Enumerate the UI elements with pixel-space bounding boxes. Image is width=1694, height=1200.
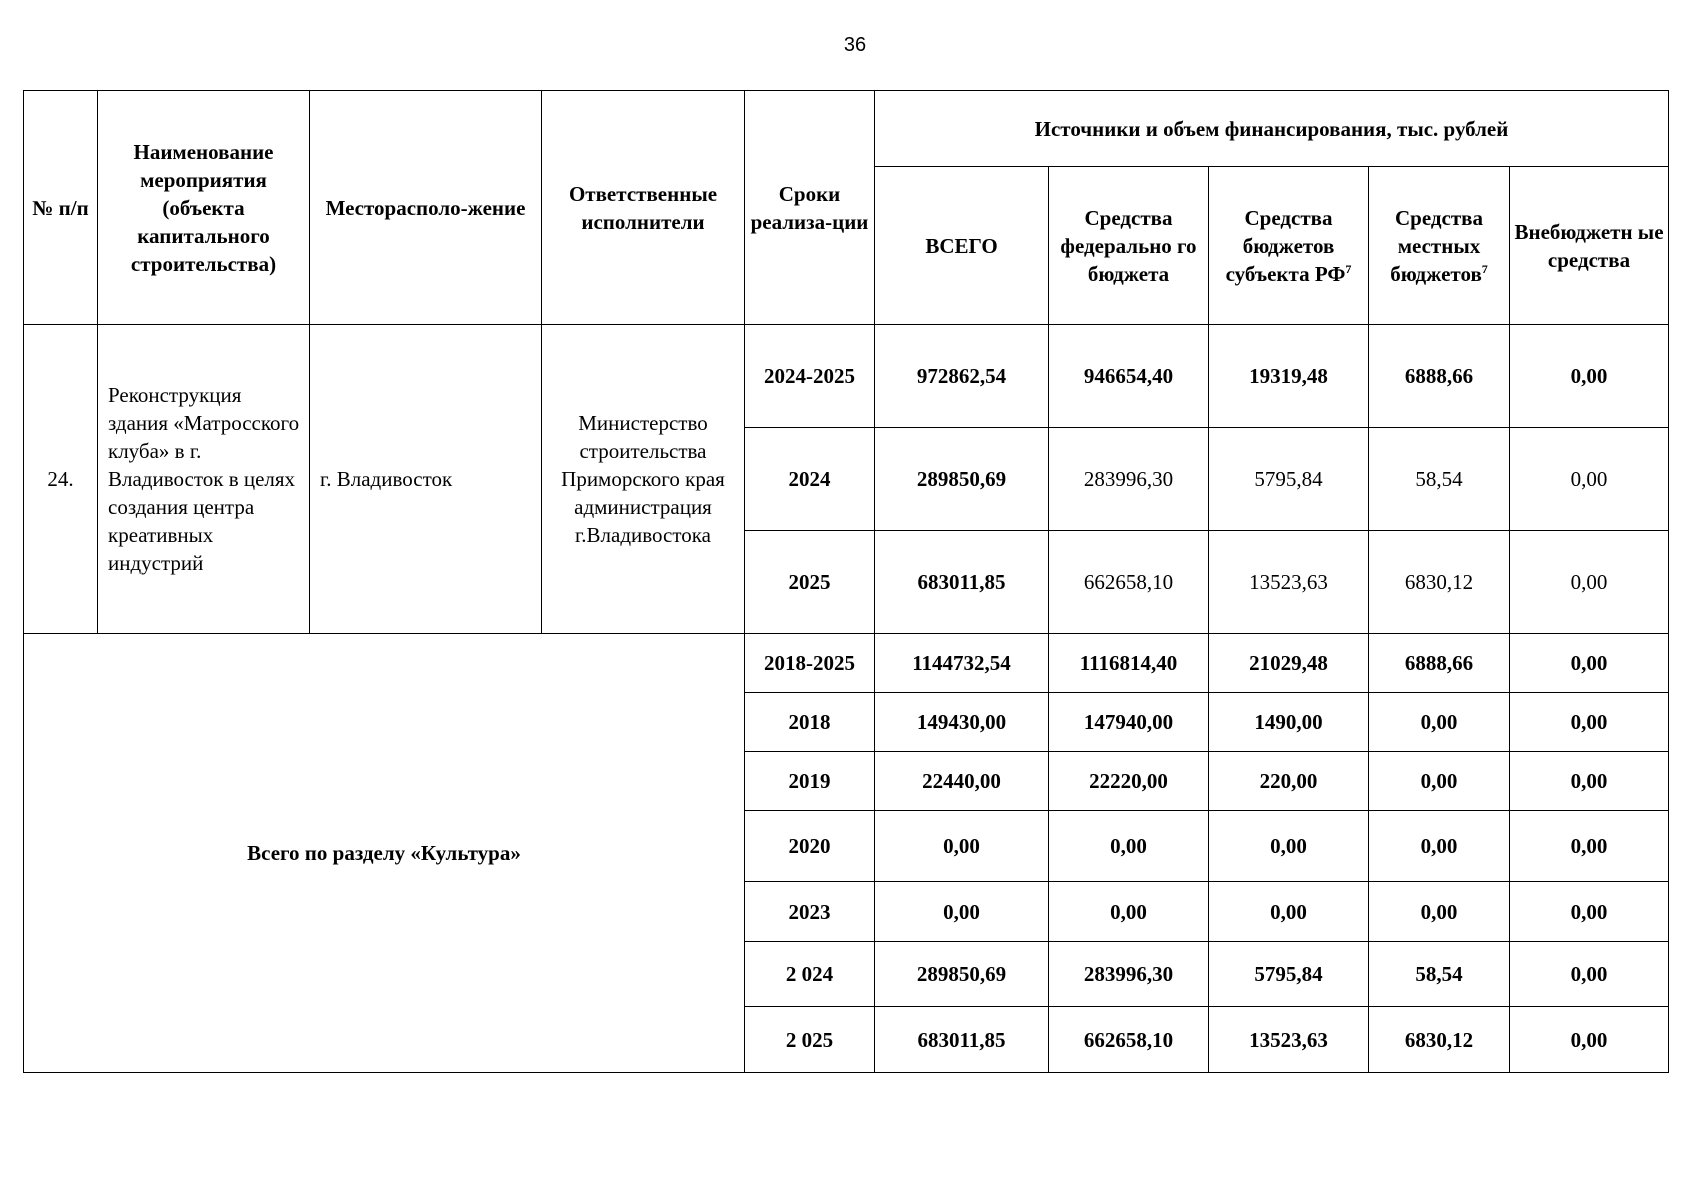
header-name: Наименование мероприятия (объекта капитального строительства) xyxy=(98,91,310,325)
cell-total: 683011,85 xyxy=(875,1007,1049,1073)
cell-total: 149430,00 xyxy=(875,693,1049,752)
header-responsible: Ответственные исполнители xyxy=(542,91,745,325)
footnote-mark: 7 xyxy=(1481,261,1488,276)
cell-local: 6830,12 xyxy=(1369,531,1510,634)
header-local-label: Средства местных бюджетов xyxy=(1390,205,1483,286)
cell-local: 0,00 xyxy=(1369,811,1510,882)
cell-regional: 13523,63 xyxy=(1209,1007,1369,1073)
cell-local: 58,54 xyxy=(1369,942,1510,1007)
item-location: г. Владивосток xyxy=(310,325,542,634)
cell-regional: 0,00 xyxy=(1209,882,1369,942)
cell-federal: 1116814,40 xyxy=(1049,634,1209,693)
header-funding-group: Источники и объем финансирования, тыс. рублей xyxy=(875,91,1669,167)
cell-regional: 1490,00 xyxy=(1209,693,1369,752)
header-total: ВСЕГО xyxy=(875,167,1049,325)
cell-extra: 0,00 xyxy=(1510,634,1669,693)
cell-total: 0,00 xyxy=(875,882,1049,942)
cell-local: 0,00 xyxy=(1369,752,1510,811)
header-location: Месторасполо-жение xyxy=(310,91,542,325)
header-extrabudget: Внебюджетн ые средства xyxy=(1510,167,1669,325)
cell-extra: 0,00 xyxy=(1510,942,1669,1007)
cell-extra: 0,00 xyxy=(1510,1007,1669,1073)
cell-extra: 0,00 xyxy=(1510,325,1669,428)
cell-local: 6888,66 xyxy=(1369,634,1510,693)
cell-total: 22440,00 xyxy=(875,752,1049,811)
cell-extra: 0,00 xyxy=(1510,531,1669,634)
cell-federal: 0,00 xyxy=(1049,882,1209,942)
item-num: 24. xyxy=(24,325,98,634)
cell-local: 6888,66 xyxy=(1369,325,1510,428)
cell-extra: 0,00 xyxy=(1510,693,1669,752)
header-local xyxy=(1369,167,1510,325)
cell-period: 2018-2025 xyxy=(745,634,875,693)
cell-federal: 662658,10 xyxy=(1049,531,1209,634)
header-num: № п/п xyxy=(24,91,98,325)
footnote-mark: 7 xyxy=(1345,261,1352,276)
cell-federal: 662658,10 xyxy=(1049,1007,1209,1073)
cell-federal: 283996,30 xyxy=(1049,428,1209,531)
header-period: Сроки реализа-ции xyxy=(745,91,875,325)
cell-period: 2020 xyxy=(745,811,875,882)
section-total-label: Всего по разделу «Культура» xyxy=(24,634,745,1073)
cell-period: 2018 xyxy=(745,693,875,752)
cell-federal: 22220,00 xyxy=(1049,752,1209,811)
cell-regional: 5795,84 xyxy=(1209,942,1369,1007)
table-row xyxy=(24,634,1669,693)
cell-extra: 0,00 xyxy=(1510,752,1669,811)
page-number: 36 xyxy=(843,34,867,56)
cell-federal: 946654,40 xyxy=(1049,325,1209,428)
cell-regional: 13523,63 xyxy=(1209,531,1369,634)
header-regional xyxy=(1209,167,1369,325)
cell-regional: 220,00 xyxy=(1209,752,1369,811)
cell-local: 0,00 xyxy=(1369,882,1510,942)
cell-extra: 0,00 xyxy=(1510,811,1669,882)
cell-total: 289850,69 xyxy=(875,428,1049,531)
cell-total: 683011,85 xyxy=(875,531,1049,634)
cell-local: 58,54 xyxy=(1369,428,1510,531)
cell-total: 972862,54 xyxy=(875,325,1049,428)
cell-extra: 0,00 xyxy=(1510,882,1669,942)
cell-period: 2 024 xyxy=(745,942,875,1007)
header-row-1 xyxy=(24,91,1669,167)
cell-period: 2023 xyxy=(745,882,875,942)
cell-regional: 19319,48 xyxy=(1209,325,1369,428)
cell-total: 0,00 xyxy=(875,811,1049,882)
cell-total: 1144732,54 xyxy=(875,634,1049,693)
cell-regional: 21029,48 xyxy=(1209,634,1369,693)
cell-period: 2024-2025 xyxy=(745,325,875,428)
header-regional-label: Средства бюджетов субъекта РФ xyxy=(1225,205,1346,286)
financing-table xyxy=(23,90,1669,1073)
cell-local: 6830,12 xyxy=(1369,1007,1510,1073)
cell-federal: 283996,30 xyxy=(1049,942,1209,1007)
cell-regional: 5795,84 xyxy=(1209,428,1369,531)
cell-period: 2019 xyxy=(745,752,875,811)
cell-period: 2 025 xyxy=(745,1007,875,1073)
cell-federal: 147940,00 xyxy=(1049,693,1209,752)
header-federal: Средства федерально го бюджета xyxy=(1049,167,1209,325)
item-name: Реконструкция здания «Матросского клуба» в г. Владивосток в целях создания центра креативных индустрий xyxy=(98,325,310,634)
cell-period: 2024 xyxy=(745,428,875,531)
cell-regional: 0,00 xyxy=(1209,811,1369,882)
table-row xyxy=(24,325,1669,428)
cell-period: 2025 xyxy=(745,531,875,634)
item-responsible: Министерство строительства Приморского края администрация г.Владивостока xyxy=(542,325,745,634)
cell-federal: 0,00 xyxy=(1049,811,1209,882)
cell-local: 0,00 xyxy=(1369,693,1510,752)
cell-total: 289850,69 xyxy=(875,942,1049,1007)
cell-extra: 0,00 xyxy=(1510,428,1669,531)
